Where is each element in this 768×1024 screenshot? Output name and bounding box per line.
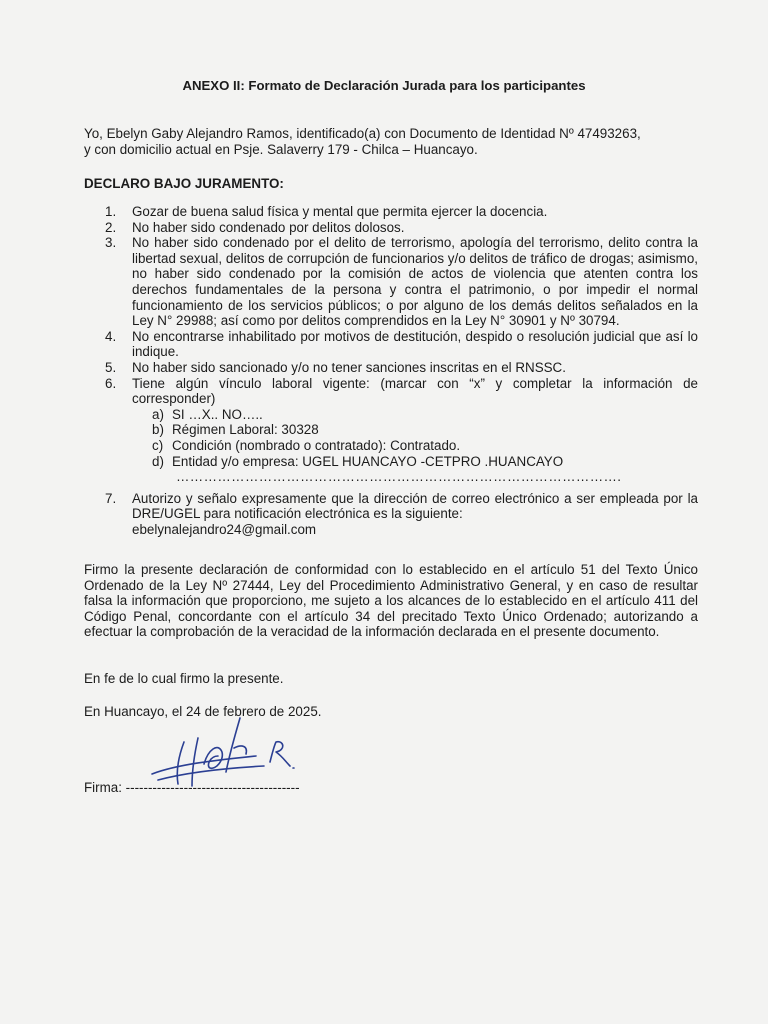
sub-item-letter: b) <box>152 422 164 438</box>
sub-item-letter: d) <box>152 453 164 469</box>
sub-item-text: Régimen Laboral: 30328 <box>172 422 319 438</box>
sub-item <box>84 407 698 423</box>
sub-item-letter: a) <box>152 406 164 422</box>
list-item <box>84 329 698 360</box>
item-number: 2. <box>105 219 117 235</box>
email-address: ebelynalejandro24@gmail.com <box>132 521 317 537</box>
place-and-date: En Huancayo, el 24 de febrero de 2025. <box>84 704 322 719</box>
signature-line: Firma: --------------------------------------- <box>84 780 300 795</box>
item-text: No haber sido condenado por el delito de terrorismo, apología del terrorismo, delito contra la libertad sexual, delitos de corrupción de funcionarios y/o delitos de tráfico de drogas; asimismo, no haber sido condenado por la comisión de actos de violencia que atenten contra los derechos fundamentales de la persona y contra el patrimonio, o por impedir el normal funcionamiento de los servicios públicos; o por alguno de los demás delitos señalados en la Ley N° 29988; así como por delitos comprendidos en la Ley N° 30901 y Nº 30794. <box>132 235 698 329</box>
faith-statement: En fe de lo cual firmo la presente. <box>84 671 284 686</box>
list-item <box>84 376 698 407</box>
sub-item-text: Entidad y/o empresa: UGEL HUANCAYO -CETPRO .HUANCAYO <box>172 453 564 469</box>
intro-line-1: Yo, Ebelyn Gaby Alejandro Ramos, identificado(a) con Documento de Identidad Nº 47493263, <box>84 126 641 141</box>
item-text: Gozar de buena salud física y mental que permita ejercer la docencia. <box>132 204 548 219</box>
list-item-email <box>84 491 698 538</box>
intro-line-2: y con domicilio actual en Psje. Salaverry 179 - Chilca – Huancayo. <box>84 141 478 157</box>
list-item <box>84 204 698 220</box>
sub-item <box>84 454 698 470</box>
document-title: ANEXO II: Formato de Declaración Jurada para los participantes <box>182 78 586 93</box>
intro-paragraph <box>84 126 698 157</box>
declaration-heading: DECLARO BAJO JURAMENTO: <box>84 176 284 191</box>
item-number: 7. <box>105 490 117 506</box>
item-text: Autorizo y señalo expresamente que la dirección de correo electrónico a ser empleada por la DRE/UGEL para notificación electrónica es la siguiente: <box>132 490 698 522</box>
sub-item-letter: c) <box>152 437 164 453</box>
sub-item <box>84 422 698 438</box>
dotted-fill-line: ……………………………………………………………………………………. <box>176 469 622 485</box>
item-number: 3. <box>105 235 117 251</box>
item-text: Tiene algún vínculo laboral vigente: (marcar con “x” y completar la información de corresponder) <box>132 375 698 407</box>
sub-item-text: Condición (nombrado o contratado): Contratado. <box>172 437 461 453</box>
sub-item-text: SI …X.. NO….. <box>172 406 263 422</box>
list-item <box>84 235 698 329</box>
closing-paragraph: Firmo la presente declaración de conformidad con lo establecido en el artículo 51 del Texto Único Ordenado de la Ley Nº 27444, Ley del Procedimiento Administrativo General, y en caso de resultar falsa la información que proporciono, me sujeto a los alcances de lo establecido en el artículo 411 del Código Penal, concordante con el artículo 34 del precitado Texto Único Ordenado; autorizando a efectuar la comprobación de la veracidad de la información declarada en el presente documento. <box>84 562 698 640</box>
item-text: No haber sido sancionado y/o no tener sanciones inscritas en el RNSSC. <box>132 359 566 375</box>
item-text: No encontrarse inhabilitado por motivos de destitución, despido o resolución judicial que así lo indique. <box>132 328 698 360</box>
sub-item <box>84 438 698 454</box>
item-number: 5. <box>105 359 117 375</box>
list-item <box>84 360 698 376</box>
item-number: 6. <box>105 375 117 391</box>
declaration-list <box>84 204 698 537</box>
list-item <box>84 220 698 236</box>
item-number: 4. <box>105 328 117 344</box>
item-text: No haber sido condenado por delitos dolosos. <box>132 219 405 235</box>
item-number: 1. <box>105 204 117 219</box>
